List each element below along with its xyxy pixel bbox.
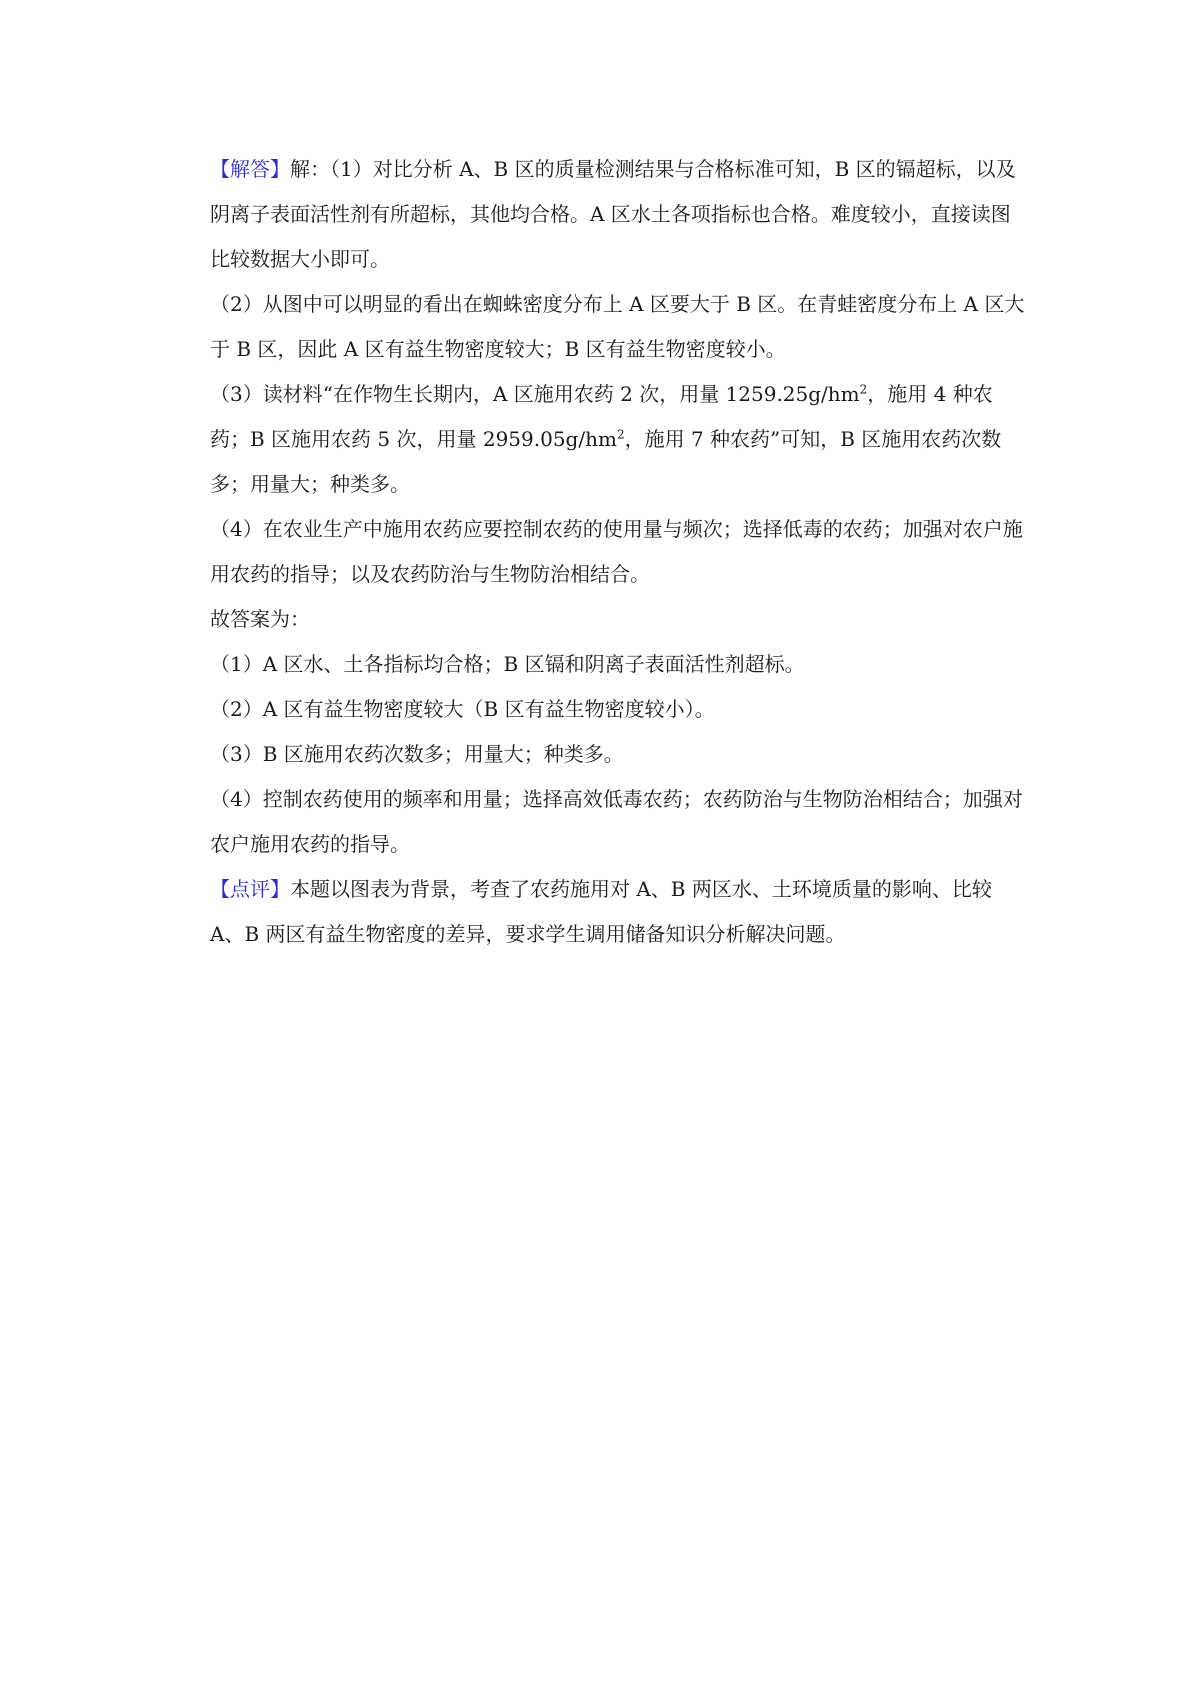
answer-paragraph-2: （2）从图中可以明显的看出在蜘蛛密度分布上 A 区要大于 B 区。在青蛙密度分布上 A 区大于 B 区，因此 A 区有益生物密度较大；B 区有益生物密度较小。 bbox=[210, 292, 1025, 361]
superscript-1: 2 bbox=[859, 382, 868, 397]
superscript-2: 2 bbox=[616, 427, 625, 442]
comment-tag: 【点评】 bbox=[210, 877, 290, 901]
answer-paragraph-3 bbox=[210, 372, 1030, 507]
answer-p3-part-b: ，施用 4 种农药；B 区施用农药 5 次，用量 2959.05g/hm bbox=[210, 382, 993, 451]
final-answer-3: （3）B 区施用农药次数多；用量大；种类多。 bbox=[210, 742, 624, 766]
document-content bbox=[210, 147, 1030, 957]
answer-paragraph-4: （4）在农业生产中施用农药应要控制农药的使用量与频次；选择低毒的农药；加强对农户施用农药的指导；以及农药防治与生物防治相结合。 bbox=[210, 517, 1023, 586]
answer-tag: 【解答】 bbox=[210, 157, 290, 181]
final-answer-4: （4）控制农药使用的频率和用量；选择高效低毒农药；农药防治与生物防治相结合；加强对农户施用农药的指导。 bbox=[210, 787, 1023, 856]
comment-paragraph bbox=[210, 867, 1030, 957]
answer-paragraph-1 bbox=[210, 147, 1030, 282]
final-answer-heading: 故答案为： bbox=[210, 607, 310, 631]
final-answer-1: （1）A 区水、土各指标均合格；B 区镉和阴离子表面活性剂超标。 bbox=[210, 652, 805, 676]
comment-text: 本题以图表为背景，考查了农药施用对 A、B 两区水、土环境质量的影响、比较 A、B 两区有益生物密度的差异，要求学生调用储备知识分析解决问题。 bbox=[210, 877, 992, 946]
answer-p3-part-a: （3）读材料“在作物生长期内，A 区施用农药 2 次，用量 1259.25g/hm bbox=[210, 382, 860, 406]
final-answer-2: （2）A 区有益生物密度较大（B 区有益生物密度较小）。 bbox=[210, 697, 715, 721]
answer-p3-part-c: ，施用 7 种农药”可知，B 区施用农药次数多；用量大；种类多。 bbox=[210, 427, 1002, 496]
answer-intro-text: 解：（1）对比分析 A、B 区的质量检测结果与合格标准可知，B 区的镉超标，以及阴离子表面活性剂有所超标，其他均合格。A 区水土各项指标也合格。难度较小，直接读图比较数据大小即可。 bbox=[210, 157, 1016, 271]
